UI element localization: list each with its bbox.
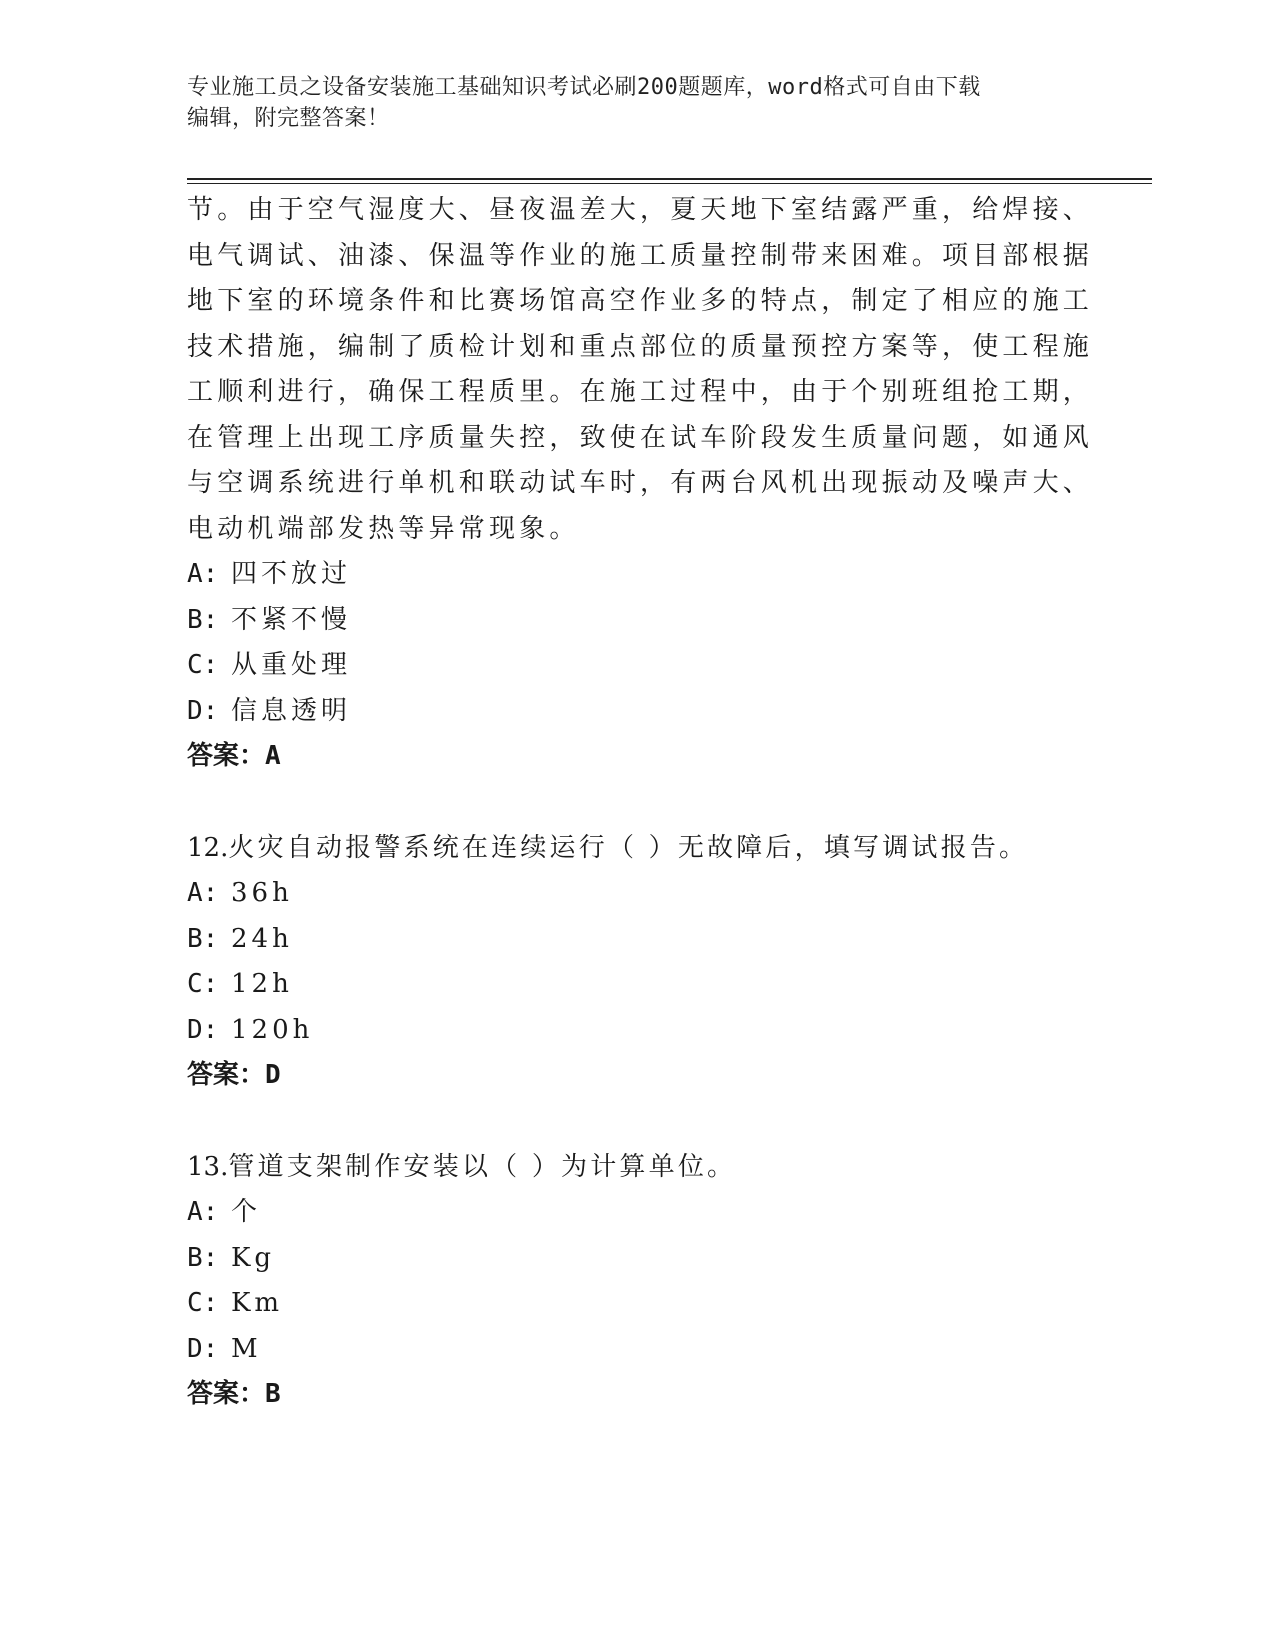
question-text: 管道支架制作安装以（ ）为计算单位。 xyxy=(228,1151,737,1182)
stem-line: 工顺利进行，确保工程质里。在施工过程中，由于个别班组抢工期， xyxy=(187,377,1094,407)
option-text: 不紧不慢 xyxy=(231,604,352,635)
answer-value: D xyxy=(265,1060,281,1090)
question-text: 火灾自动报警系统在连续运行（ ）无故障后，填写调试报告。 xyxy=(228,832,1029,863)
answer-label: 答案： xyxy=(187,741,266,771)
stem-line: 地下室的环境条件和比赛场馆高空作业多的特点，制定了相应的施工 xyxy=(187,286,1094,316)
answer-label: 答案： xyxy=(187,1060,266,1090)
question-11-option-a xyxy=(187,552,1067,598)
question-12-option-b xyxy=(187,917,1067,963)
answer-label: 答案： xyxy=(187,1379,266,1409)
question-13-answer xyxy=(187,1372,1067,1418)
header-divider-thick xyxy=(187,178,1152,180)
spacer xyxy=(187,780,1067,826)
option-text: 24h xyxy=(231,923,293,954)
spacer xyxy=(187,1099,1067,1145)
option-text: 个 xyxy=(231,1197,262,1227)
question-13-option-b xyxy=(187,1236,1067,1282)
option-letter: B: xyxy=(187,604,219,635)
question-11-option-b xyxy=(187,598,1067,644)
option-text: M xyxy=(231,1333,262,1364)
header-title-line-1: 专业施工员之设备安装施工基础知识考试必刷200题题库，word格式可自由下载 xyxy=(187,75,981,100)
option-text: 从重处理 xyxy=(231,650,352,680)
option-text: 36h xyxy=(231,878,293,908)
option-letter: B: xyxy=(187,1242,219,1273)
question-13-option-a xyxy=(187,1190,1067,1236)
question-13-stem xyxy=(187,1145,1067,1191)
question-12 xyxy=(187,826,1067,1099)
question-13-option-d xyxy=(187,1327,1067,1373)
stem-line: 节。由于空气湿度大、昼夜温差大，夏天地下室结露严重，给焊接、 xyxy=(187,195,1094,225)
question-13 xyxy=(187,1145,1067,1418)
option-letter: C: xyxy=(187,1288,219,1318)
option-letter: B: xyxy=(187,923,219,954)
question-number: 13. xyxy=(187,1151,229,1182)
document-header xyxy=(187,72,1087,134)
header-divider-thin xyxy=(187,183,1152,184)
option-letter: D: xyxy=(187,1333,219,1364)
question-number: 12. xyxy=(187,832,229,863)
question-12-option-d xyxy=(187,1008,1067,1054)
question-11-answer xyxy=(187,734,1067,780)
option-text: 120h xyxy=(231,1014,314,1045)
stem-line: 在管理上出现工序质量失控，致使在试车阶段发生质量问题，如通风 xyxy=(187,422,1094,453)
option-text: Km xyxy=(231,1288,284,1318)
header-title-line-2: 编辑，附完整答案！ xyxy=(187,106,390,131)
stem-line: 与空调系统进行单机和联动试车时，有两台风机出现振动及噪声大、 xyxy=(187,468,1094,498)
question-11-option-d xyxy=(187,689,1067,735)
option-text: 信息透明 xyxy=(231,695,352,726)
question-12-option-c xyxy=(187,962,1067,1008)
question-11-stem xyxy=(187,188,1094,552)
option-letter: C: xyxy=(187,650,219,680)
option-letter: A: xyxy=(187,1197,219,1227)
question-11-option-c xyxy=(187,643,1067,689)
stem-line: 电动机端部发热等异常现象。 xyxy=(187,513,580,544)
answer-value: A xyxy=(265,741,281,771)
question-12-stem xyxy=(187,826,1067,872)
option-letter: C: xyxy=(187,969,219,999)
answer-value: B xyxy=(265,1379,281,1409)
question-13-option-c xyxy=(187,1281,1067,1327)
option-text: 四不放过 xyxy=(231,559,352,589)
option-text: 12h xyxy=(231,969,293,999)
option-letter: D: xyxy=(187,1014,219,1045)
stem-line: 电气调试、油漆、保温等作业的施工质量控制带来困难。项目部根据 xyxy=(187,240,1094,271)
question-12-option-a xyxy=(187,871,1067,917)
option-letter: D: xyxy=(187,695,219,726)
document-body xyxy=(187,188,1094,1418)
stem-line: 技术措施，编制了质检计划和重点部位的质量预控方案等，使工程施 xyxy=(187,331,1094,362)
option-text: Kg xyxy=(231,1242,276,1273)
option-letter: A: xyxy=(187,559,219,589)
option-letter: A: xyxy=(187,878,219,908)
question-11 xyxy=(187,188,1094,780)
question-12-answer xyxy=(187,1053,1067,1099)
